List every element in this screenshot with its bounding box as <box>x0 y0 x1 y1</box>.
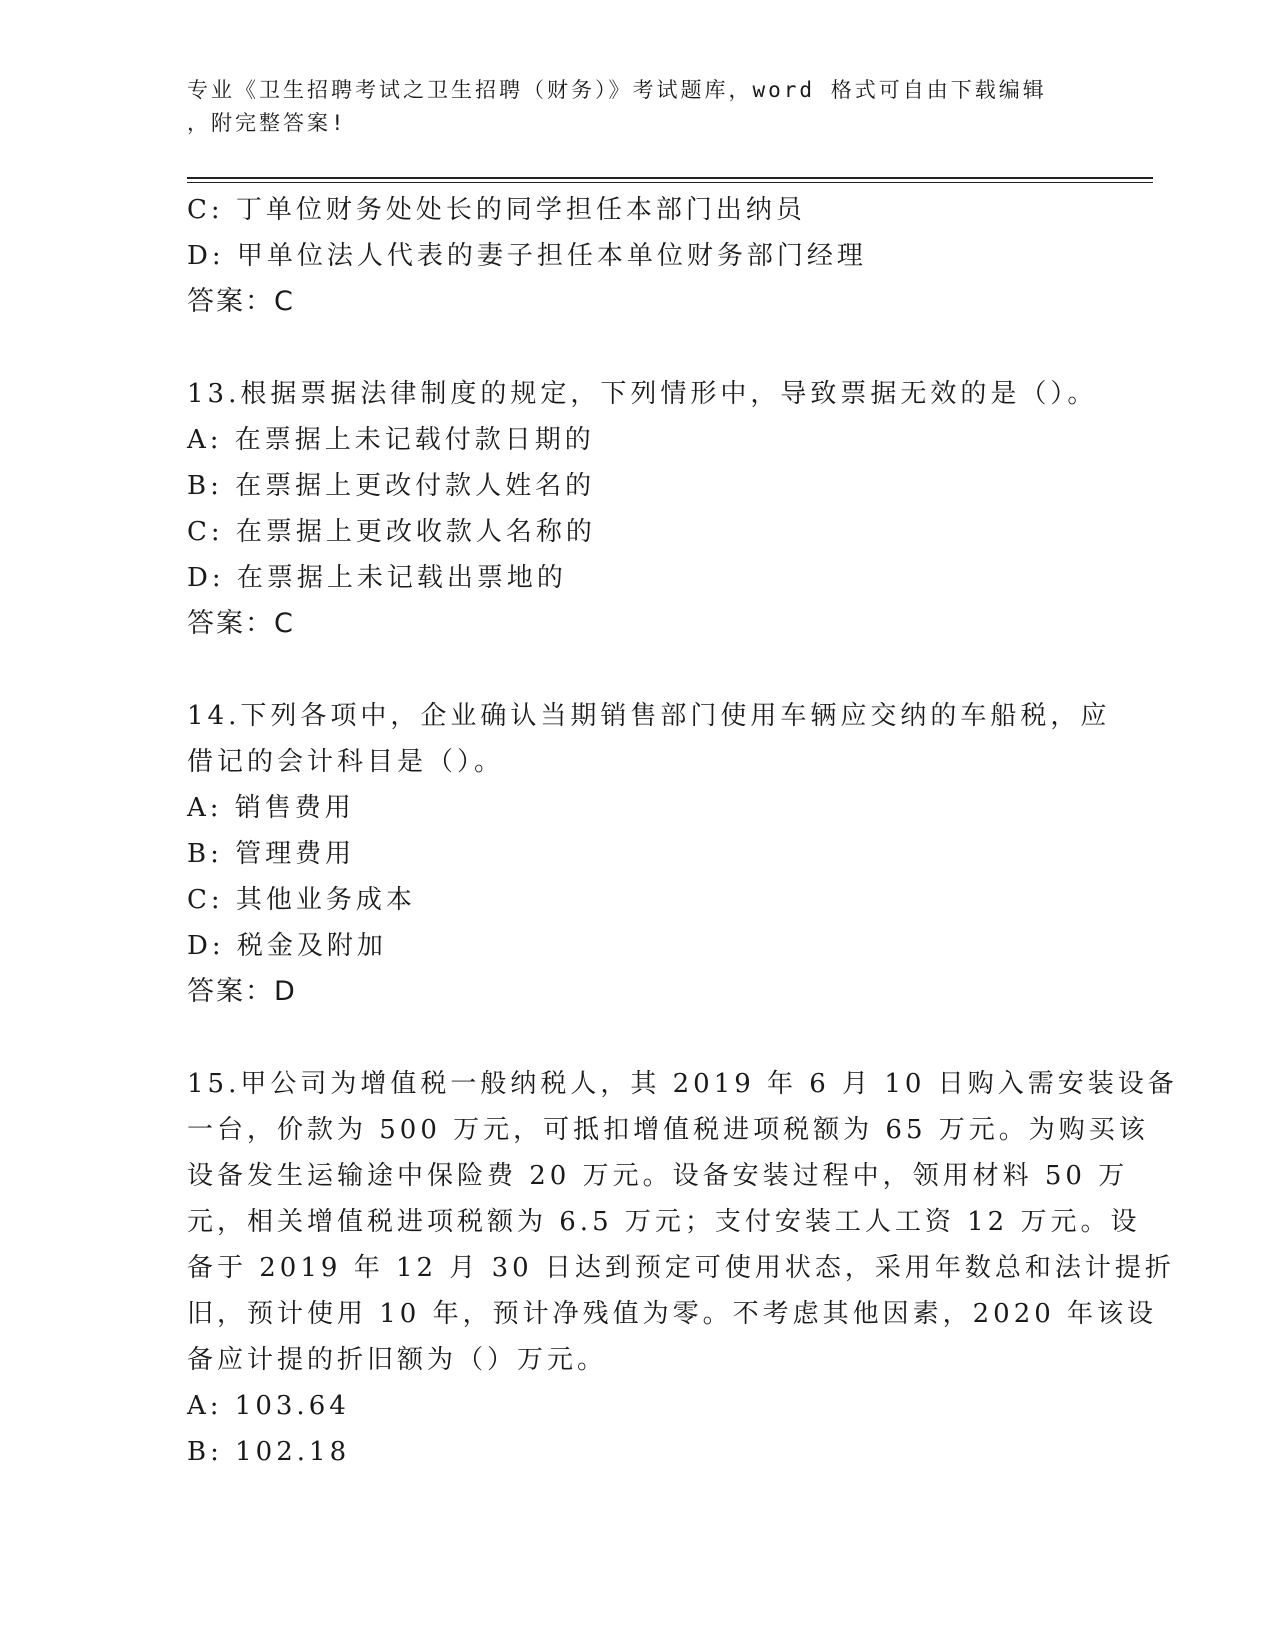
question-list <box>187 187 1178 1475</box>
q14-question-line-1: 14.下列各项中，企业确认当期销售部门使用车辆应交纳的车船税，应 <box>187 701 1111 731</box>
document-header <box>187 74 1067 140</box>
q12-option-c: C: 丁单位财务处处长的同学担任本部门出纳员 <box>187 195 806 225</box>
q15-option-b: B: 102.18 <box>187 1437 351 1467</box>
spacer <box>187 1015 1087 1061</box>
q13-option-a: A: 在票据上未记载付款日期的 <box>187 425 595 455</box>
q14-option-c: C: 其他业务成本 <box>187 885 416 915</box>
q15-question-line-3: 设备发生运输途中保险费 20 万元。设备安装过程中，领用材料 50 万 <box>187 1161 1129 1191</box>
question-12 <box>187 187 1087 325</box>
q14-answer: 答案：D <box>187 976 297 1007</box>
q15-option-a: A: 103.64 <box>187 1391 350 1421</box>
q13-question: 13.根据票据法律制度的规定，下列情形中，导致票据无效的是（）。 <box>187 379 1098 409</box>
spacer <box>187 647 1087 693</box>
spacer <box>187 325 1087 371</box>
q15-question-line-7: 备应计提的折旧额为（）万元。 <box>187 1345 608 1375</box>
question-15 <box>187 1061 1178 1475</box>
q15-question-line-4: 元，相关增值税进项税额为 6.5 万元；支付安装工人工资 12 万元。设 <box>187 1207 1141 1237</box>
q13-option-b: B: 在票据上更改付款人姓名的 <box>187 471 596 501</box>
header-line-1: 专业《卫生招聘考试之卫生招聘（财务）》考试题库，word 格式可自由下载编辑 <box>187 78 1047 102</box>
q15-question-line-6: 旧，预计使用 10 年，预计净残值为零。不考虑其他因素，2020 年该设 <box>187 1299 1158 1329</box>
q12-option-d: D: 甲单位法人代表的妻子担任本单位财务部门经理 <box>187 241 867 271</box>
question-14 <box>187 693 1111 1015</box>
q15-question-line-1: 15.甲公司为增值税一般纳税人，其 2019 年 6 月 10 日购入需安装设备 <box>187 1069 1178 1099</box>
q14-option-a: A: 销售费用 <box>187 793 355 823</box>
q13-option-c: C: 在票据上更改收款人名称的 <box>187 517 596 547</box>
q13-option-d: D: 在票据上未记载出票地的 <box>187 563 567 593</box>
q15-question-line-2: 一台，价款为 500 万元，可抵扣增值税进项税额为 65 万元。为购买该 <box>187 1115 1149 1145</box>
header-divider-thick <box>187 177 1153 179</box>
q14-question-line-2: 借记的会计科目是（）。 <box>187 747 505 777</box>
q15-question-line-5: 备于 2019 年 12 月 30 日达到预定可使用状态，采用年数总和法计提折 <box>187 1253 1175 1283</box>
header-line-2: ，附完整答案! <box>187 111 347 135</box>
q14-option-b: B: 管理费用 <box>187 839 356 869</box>
question-13 <box>187 371 1098 647</box>
q12-answer: 答案：C <box>187 286 295 317</box>
header-divider-thin <box>187 182 1153 183</box>
q14-option-d: D: 税金及附加 <box>187 931 387 961</box>
q13-answer: 答案：C <box>187 608 295 639</box>
